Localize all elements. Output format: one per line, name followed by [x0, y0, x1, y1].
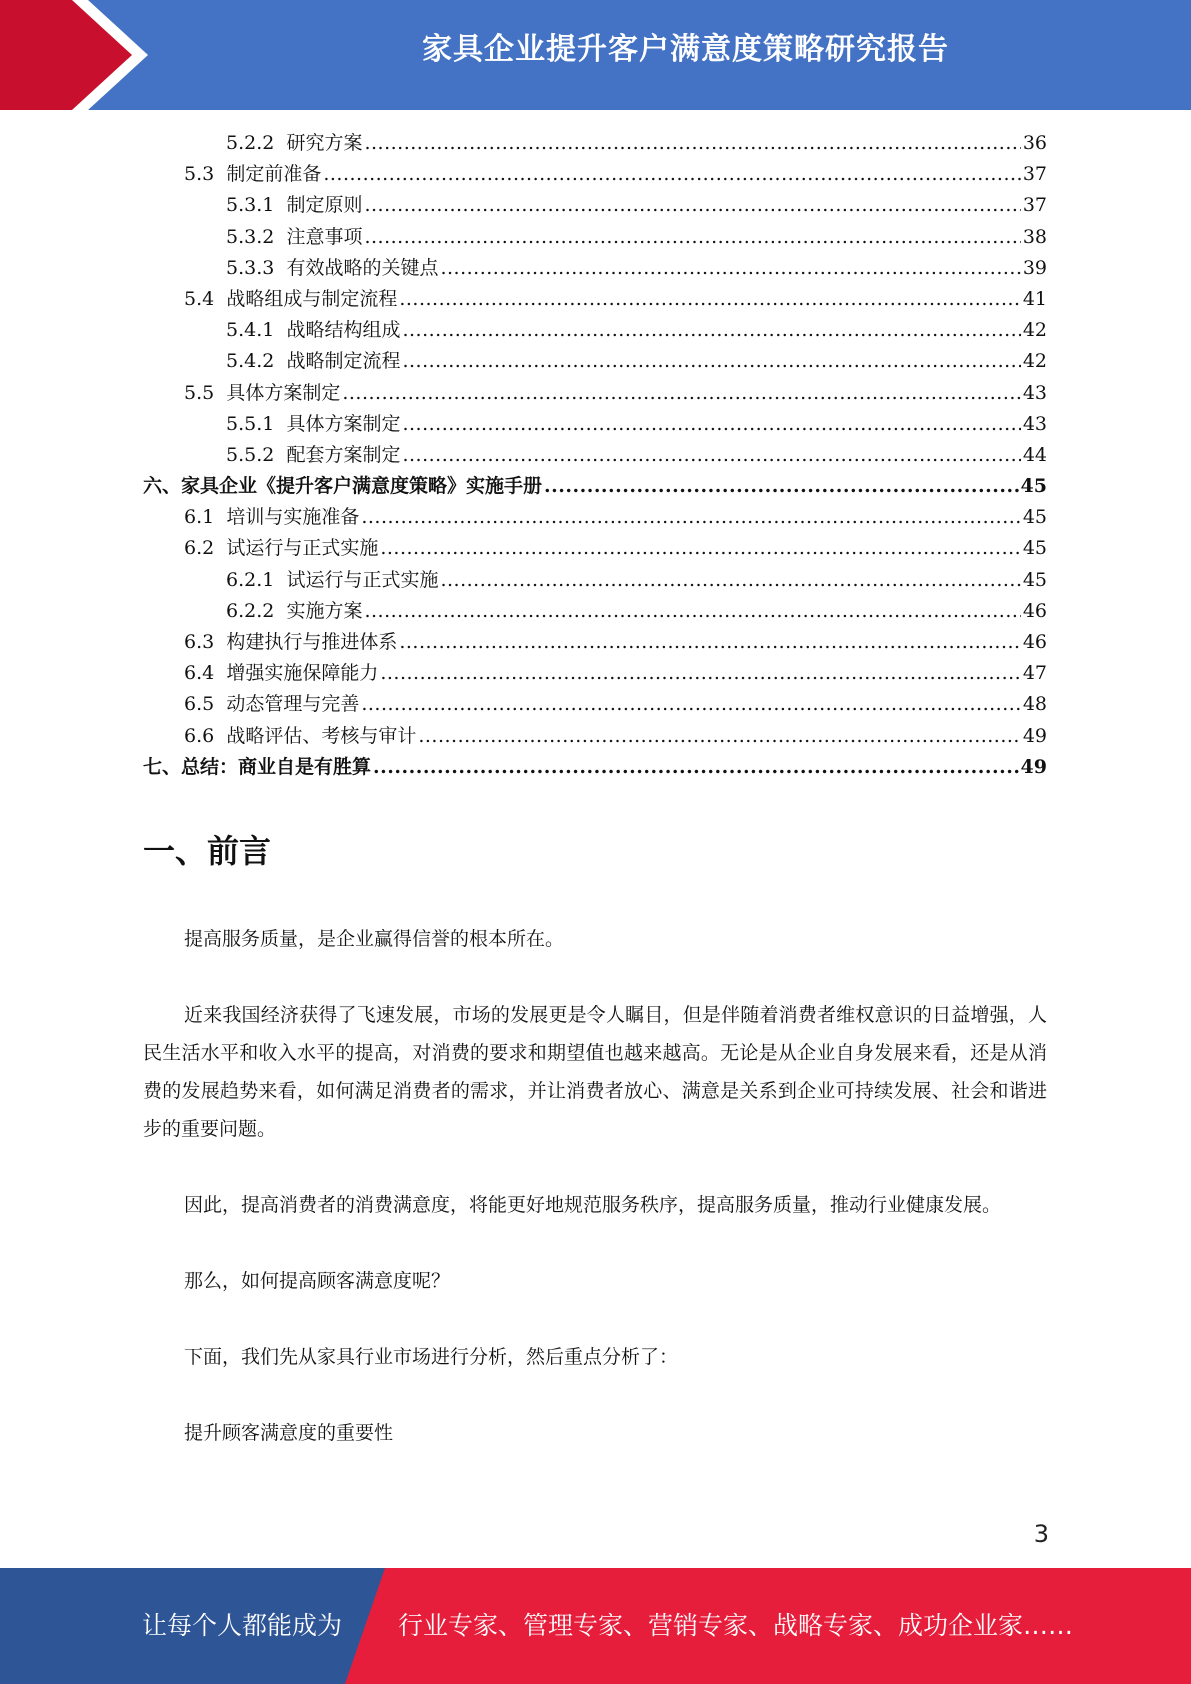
toc-entry-title: 具体方案制定 — [226, 381, 341, 404]
body-paragraph: 下面，我们先从家具行业市场进行分析，然后重点分析了： — [184, 1346, 679, 1368]
toc-entry-page: 44 — [1022, 443, 1047, 466]
toc-entry-title: 增强实施保障能力 — [226, 662, 379, 685]
toc-entry[interactable] — [143, 627, 1047, 658]
header-arrow-decoration — [0, 0, 160, 110]
toc-entry-title: 制定前准备 — [226, 163, 322, 186]
toc-entry-page: 43 — [1022, 381, 1047, 404]
toc-dot-leader — [402, 319, 1020, 341]
toc-entry-title: 配套方案制定 — [286, 443, 401, 466]
toc-entry-number: 6.3 — [184, 631, 215, 653]
toc-entry-title: 试运行与正式实施 — [286, 568, 439, 591]
toc-entry-page: 37 — [1022, 194, 1047, 217]
report-title: 家具企业提升客户满意度策略研究报告 — [422, 32, 949, 67]
page-number: 3 — [1033, 1520, 1049, 1548]
toc-entry[interactable] — [143, 440, 1047, 471]
toc-entry-title: 七、总结：商业自是有胜算 — [143, 755, 372, 778]
toc-entry-page: 46 — [1022, 599, 1047, 622]
toc-entry[interactable] — [143, 159, 1047, 190]
toc-entry-page: 36 — [1022, 132, 1047, 154]
body-paragraph: 提高服务质量，是企业赢得信誉的根本所在。 — [184, 928, 565, 950]
toc-entry-number: 6.5 — [184, 693, 215, 716]
toc-dot-leader — [399, 631, 1020, 653]
toc-entry-page: 39 — [1022, 256, 1047, 279]
section-heading: 一、前言 — [143, 832, 272, 870]
toc-entry-page: 48 — [1022, 693, 1047, 716]
page-footer — [0, 1568, 1191, 1684]
toc-entry-page: 47 — [1022, 662, 1047, 685]
toc-entry-number: 5.3.1 — [226, 194, 275, 217]
toc-dot-leader — [380, 662, 1020, 684]
toc-entry-title: 具体方案制定 — [286, 412, 401, 435]
toc-entry-page: 49 — [1022, 724, 1047, 747]
toc-dot-leader — [402, 444, 1020, 466]
toc-entry-page: 38 — [1022, 225, 1047, 248]
toc-entry-page: 45 — [1022, 537, 1047, 560]
toc-entry-title: 培训与实施准备 — [226, 506, 360, 529]
toc-entry[interactable] — [143, 689, 1047, 720]
toc-entry[interactable] — [143, 190, 1047, 221]
toc-dot-leader — [402, 413, 1020, 435]
toc-entry[interactable] — [143, 752, 1047, 783]
toc-entry-title: 实施方案 — [286, 599, 363, 622]
footer-slogan-right: 行业专家、管理专家、营销专家、战略专家、成功企业家…… — [398, 1611, 1074, 1640]
body-paragraph: 那么，如何提高顾客满意度呢？ — [184, 1270, 451, 1292]
toc-entry-number: 5.3.3 — [226, 256, 275, 279]
toc-entry[interactable] — [143, 533, 1047, 564]
toc-entry-title: 注意事项 — [286, 225, 363, 248]
toc-dot-leader — [364, 194, 1020, 216]
toc-dot-leader — [380, 537, 1020, 559]
toc-entry-number: 5.3.2 — [226, 225, 275, 248]
toc-entry[interactable] — [143, 128, 1047, 159]
toc-dot-leader — [361, 693, 1020, 715]
toc-entry-number: 6.6 — [184, 724, 215, 747]
toc-entry-number: 5.5.1 — [226, 412, 275, 435]
toc-dot-leader — [342, 382, 1020, 404]
toc-entry-page: 46 — [1022, 631, 1047, 653]
toc-entry-page: 49 — [1020, 755, 1047, 778]
toc-entry-page: 45 — [1020, 475, 1047, 498]
toc-dot-leader — [361, 506, 1020, 528]
toc-entry[interactable] — [143, 471, 1047, 502]
toc-entry-page: 41 — [1022, 287, 1047, 310]
toc-entry-title: 试运行与正式实施 — [226, 537, 379, 560]
toc-entry-number: 5.4.2 — [226, 350, 275, 373]
toc-entry[interactable] — [143, 596, 1047, 627]
toc-entry-title: 研究方案 — [286, 132, 363, 154]
toc-entry[interactable] — [143, 253, 1047, 284]
toc-dot-leader — [364, 226, 1020, 248]
toc-dot-leader — [399, 288, 1020, 310]
toc-entry[interactable] — [143, 346, 1047, 377]
page-header — [0, 0, 1191, 110]
toc-entry-number: 5.5 — [184, 381, 215, 404]
toc-entry-title: 六、家具企业《提升客户满意度策略》实施手册 — [143, 475, 543, 498]
body-paragraph: 因此，提高消费者的消费满意度，将能更好地规范服务秩序，提高服务质量，推动行业健康发展。 — [184, 1194, 1002, 1216]
toc-entry-page: 45 — [1022, 568, 1047, 591]
toc-entry-number: 6.2 — [184, 537, 215, 560]
toc-entry-number: 5.5.2 — [226, 443, 275, 466]
toc-entry-title: 战略评估、考核与审计 — [226, 724, 417, 747]
toc-entry-title: 制定原则 — [286, 194, 363, 217]
toc-dot-leader — [418, 725, 1020, 747]
toc-entry-number: 6.2.1 — [226, 568, 275, 591]
toc-dot-leader — [364, 600, 1020, 622]
toc-dot-leader — [373, 756, 1019, 778]
body-paragraph: 提升顾客满意度的重要性 — [184, 1422, 394, 1444]
body-text — [143, 920, 1047, 1452]
toc-entry-page: 42 — [1022, 350, 1047, 373]
toc-entry-page: 45 — [1022, 506, 1047, 529]
toc-entry-page: 43 — [1022, 412, 1047, 435]
toc-entry[interactable] — [143, 409, 1047, 440]
table-of-contents — [143, 128, 1047, 783]
toc-dot-leader — [440, 257, 1020, 279]
toc-entry[interactable] — [143, 658, 1047, 689]
toc-entry-page: 42 — [1022, 319, 1047, 342]
toc-dot-leader — [364, 132, 1020, 154]
toc-entry-title: 动态管理与完善 — [226, 693, 360, 716]
toc-entry[interactable] — [143, 565, 1047, 596]
toc-entry-number: 5.4.1 — [226, 319, 275, 342]
toc-entry-number: 5.2.2 — [226, 132, 275, 154]
toc-entry-number: 5.4 — [184, 287, 215, 310]
toc-entry-title: 构建执行与推进体系 — [226, 631, 398, 653]
toc-entry-number: 6.1 — [184, 506, 215, 529]
toc-entry[interactable] — [143, 222, 1047, 253]
toc-entry-title: 有效战略的关键点 — [286, 256, 439, 279]
toc-entry-number: 5.3 — [184, 163, 215, 186]
toc-entry[interactable] — [143, 315, 1047, 346]
toc-entry-page: 37 — [1022, 163, 1047, 186]
toc-entry[interactable] — [143, 378, 1047, 409]
toc-entry[interactable] — [143, 284, 1047, 315]
toc-entry-title: 战略制定流程 — [286, 350, 401, 373]
toc-entry[interactable] — [143, 502, 1047, 533]
toc-entry-number: 6.4 — [184, 662, 215, 685]
footer-slogan-left: 让每个人都能成为 — [142, 1611, 343, 1640]
body-paragraph: 近来我国经济获得了飞速发展，市场的发展更是令人瞩目，但是伴随着消费者维权意识的日益增强，人民生活水平和收入水平的提高，对消费的要求和期望值也越来越高。无论是从企业自身发展来看，还是从消费的发展趋势来看，如何满足消费者的需求，并让消费者放心、满意是关系到企业可持续发展、社会和谐进步的重要问题。 — [143, 1004, 1047, 1140]
toc-dot-leader — [402, 350, 1020, 372]
toc-entry[interactable] — [143, 721, 1047, 752]
toc-dot-leader — [323, 163, 1020, 185]
toc-entry-number: 6.2.2 — [226, 599, 275, 622]
toc-entry-title: 战略组成与制定流程 — [226, 287, 398, 310]
toc-entry-title: 战略结构组成 — [286, 319, 401, 342]
toc-dot-leader — [544, 475, 1019, 497]
toc-dot-leader — [440, 569, 1020, 591]
